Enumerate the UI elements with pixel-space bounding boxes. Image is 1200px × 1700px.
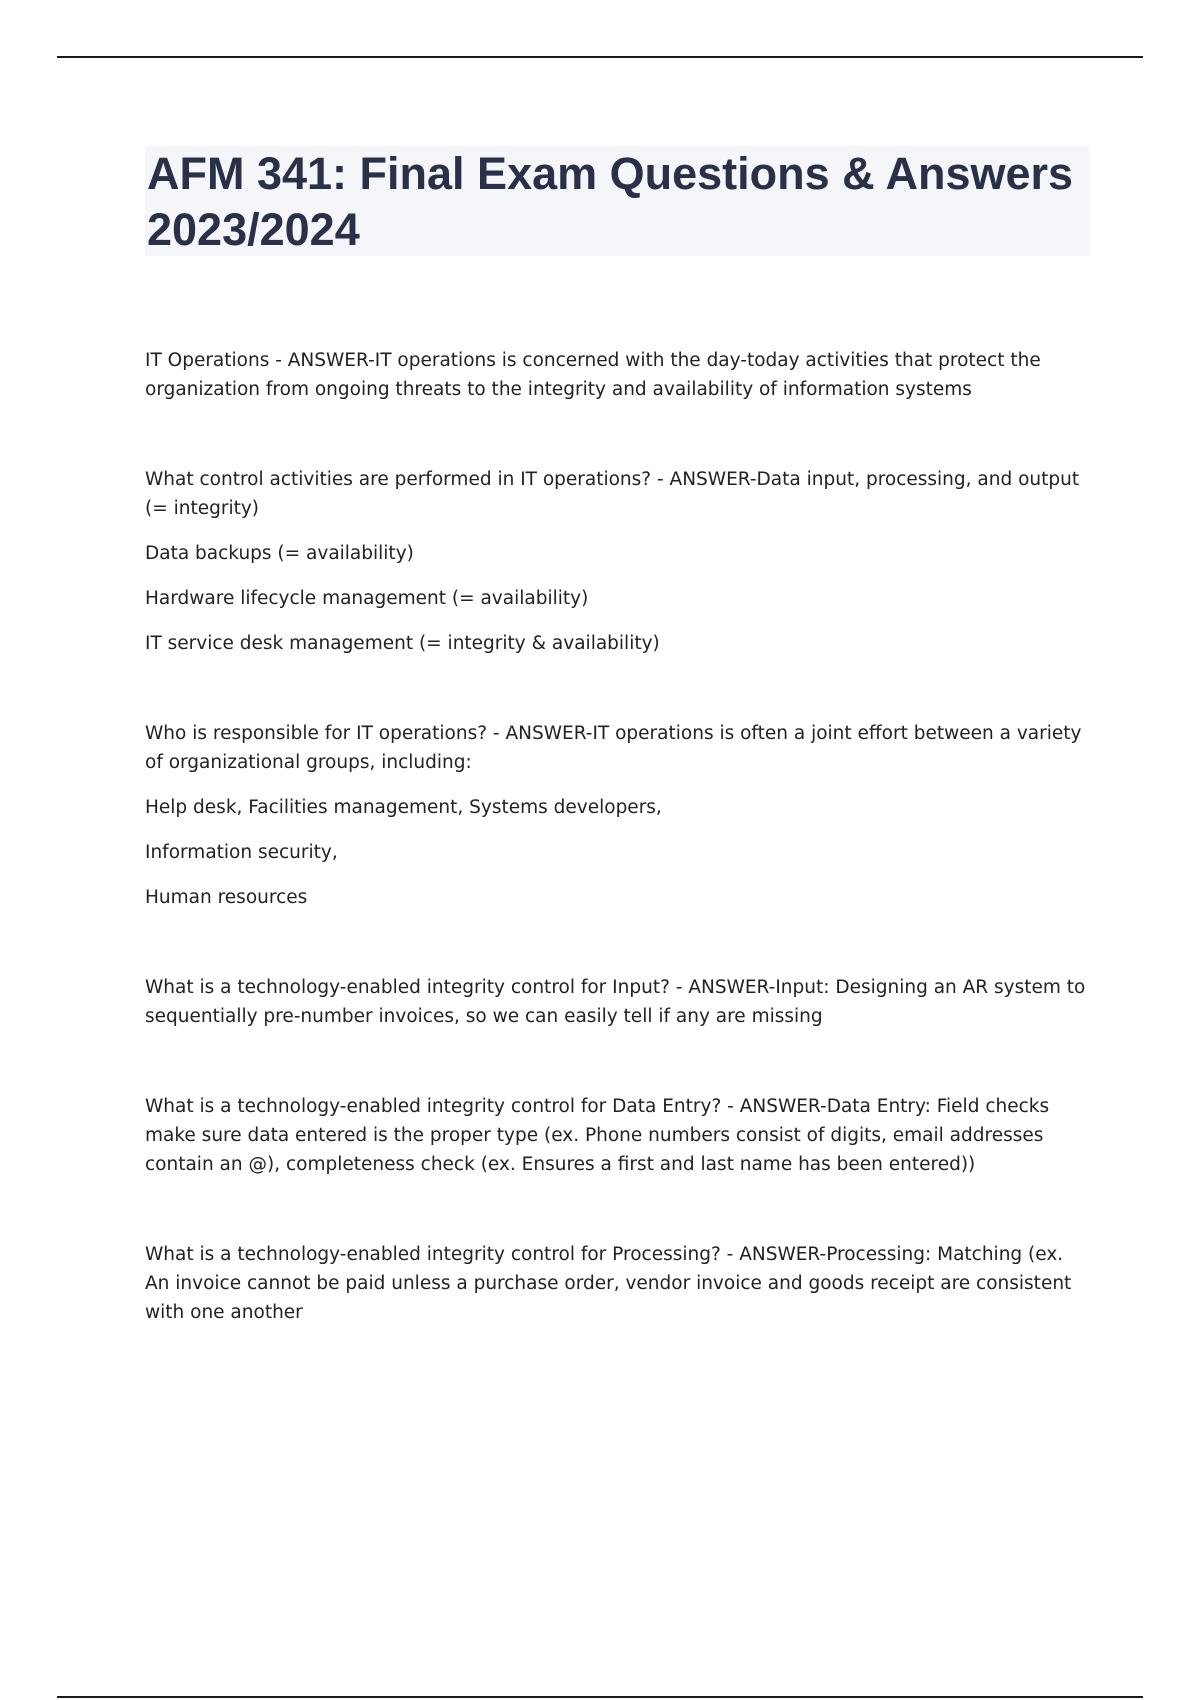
bottom-divider [57, 1696, 1143, 1698]
qa-text: What is a technology-enabled integrity control for Input? - ANSWER-Input: Designing an AR system to sequentially pre-number invoices, so we can easily tell if any are missing [145, 977, 1086, 1027]
qa-item [145, 973, 1090, 1031]
qa-text: What is a technology-enabled integrity control for Data Entry? - ANSWER-Data Entry: Field checks make sure data entered is the proper type (ex. Phone numbers consist of digits, email addresses contain an @), completeness check (ex. Ensures a first and last name has been entered)) [145, 1096, 1050, 1175]
qa-list [145, 346, 1090, 1388]
document-title: AFM 341: Final Exam Questions & Answers 2023/2024 [147, 148, 1074, 255]
qa-item [145, 1092, 1090, 1179]
top-divider [57, 56, 1143, 58]
title-banner [145, 146, 1090, 256]
qa-answer-line: Hardware lifecycle management (= availability) [145, 588, 589, 609]
qa-item [145, 346, 1090, 404]
qa-item [145, 1240, 1090, 1327]
qa-answer-line: Human resources [145, 887, 308, 908]
qa-item [145, 465, 1090, 658]
qa-item [145, 719, 1090, 912]
qa-text: Who is responsible for IT operations? - ANSWER-IT operations is often a joint effort between a variety of organizational groups, including: [145, 723, 1082, 773]
qa-answer-line: Data backups (= availability) [145, 543, 414, 564]
qa-answer-line: IT service desk management (= integrity & availability) [145, 633, 660, 654]
qa-answer-line: Help desk, Facilities management, Systems developers, [145, 797, 662, 818]
qa-text: What is a technology-enabled integrity control for Processing? - ANSWER-Processing: Matching (ex. An invoice cannot be paid unless a purchase order, vendor invoice and goods receipt are consistent with one another [145, 1244, 1072, 1323]
qa-text: What control activities are performed in IT operations? - ANSWER-Data input, processing, and output (= integrity) [145, 469, 1080, 519]
qa-answer-line: Information security, [145, 842, 338, 863]
qa-text: IT Operations - ANSWER-IT operations is concerned with the day-today activities that protect the organization from ongoing threats to the integrity and availability of information systems [145, 350, 1041, 400]
